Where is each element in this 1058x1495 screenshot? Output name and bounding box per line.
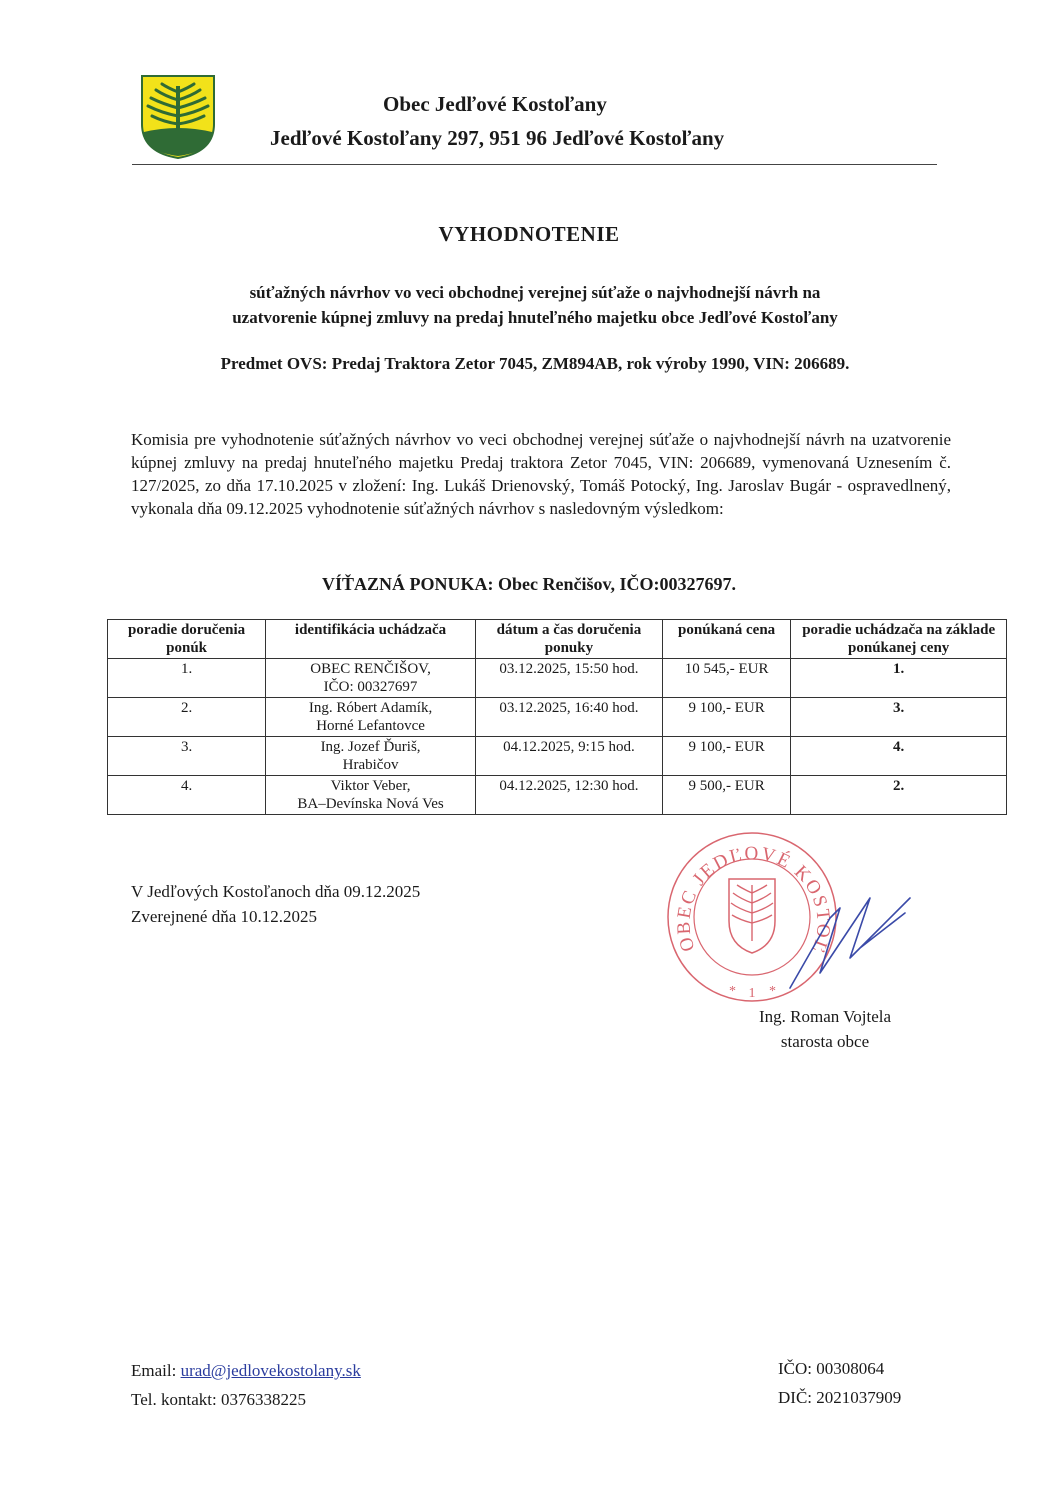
dic-line xyxy=(778,1383,901,1412)
cell-datetime: 04.12.2025, 9:15 hod. xyxy=(475,737,662,776)
ico-line xyxy=(778,1354,901,1383)
stamp-text: OBEC JEDĽOVÉ KOSTOĽ xyxy=(673,843,834,958)
cell-price: 10 545,- EUR xyxy=(662,659,790,698)
cell-bidder xyxy=(266,698,476,737)
cell-rank: 2. xyxy=(791,776,1007,815)
bidder-name: OBEC RENČIŠOV, xyxy=(310,661,431,677)
signature-scribble xyxy=(770,878,920,998)
winning-offer: VÍŤAZNÁ PONUKA: Obec Renčišov, IČO:00327697. xyxy=(322,574,736,594)
bidder-detail: Hrabičov xyxy=(342,757,399,773)
phone-number: 0376338225 xyxy=(220,1390,306,1409)
cell-datetime: 04.12.2025, 12:30 hod. xyxy=(475,776,662,815)
cell-datetime: 03.12.2025, 15:50 hod. xyxy=(475,659,662,698)
bidder-name: Ing. Róbert Adamík, xyxy=(308,700,433,716)
phone-line xyxy=(131,1385,361,1414)
signed-place-date: V Jedľových Kostoľanoch dňa 09.12.2025 xyxy=(131,882,421,901)
table-header-row xyxy=(108,620,1007,659)
ico-label: IČO: xyxy=(778,1359,812,1378)
subtitle-line-2: uzatvorenie kúpnej zmluvy na predaj hnuteľného majetku obce Jedľové Kostoľany xyxy=(232,308,838,327)
email-link[interactable]: urad@jedlovekostolany.sk xyxy=(180,1361,361,1380)
cell-order: 4. xyxy=(108,776,266,815)
email-label: Email: xyxy=(131,1361,181,1380)
dic-value: 2021037909 xyxy=(816,1388,902,1407)
cell-rank: 4. xyxy=(791,737,1007,776)
phone-label: Tel. kontakt: xyxy=(131,1390,221,1409)
published-date: Zverejnené dňa 10.12.2025 xyxy=(131,907,317,926)
signer-role: starosta obce xyxy=(780,1032,870,1051)
signer-name: Ing. Roman Vojtela xyxy=(758,1007,892,1026)
email-line xyxy=(131,1356,361,1385)
svg-text:*: * xyxy=(769,984,776,999)
municipality-coat-of-arms-logo xyxy=(138,72,218,160)
cell-rank: 1. xyxy=(791,659,1007,698)
header-address: Jedľové Kostoľany 297, 951 96 Jedľové Kostoľany xyxy=(270,126,725,150)
header-divider xyxy=(132,164,937,165)
dic-label: DIČ: xyxy=(778,1388,812,1407)
document-title: VYHODNOTENIE xyxy=(438,222,620,246)
document-subtitle xyxy=(100,280,970,330)
header-cell-datetime: dátum a čas doručenia ponuky xyxy=(475,620,662,659)
stamp-number: 1 xyxy=(748,986,756,1001)
header-cell-price: ponúkaná cena xyxy=(662,620,790,659)
header-org-name: Obec Jedľové Kostoľany xyxy=(383,92,607,116)
cell-price: 9 100,- EUR xyxy=(662,698,790,737)
signer-block xyxy=(700,1004,950,1054)
cell-bidder xyxy=(266,776,476,815)
committee-paragraph: Komisia pre vyhodnotenie súťažných návrhov vo veci obchodnej verejnej súťaže o najvhodnejší návrh na uzatvorenie kúpnej zmluvy na predaj hnuteľného majetku Predaj traktora Zetor 7045, VIN: 206689, vymenovaná Uznesením č. 127/2025, zo dňa 17.10.2025 v zložení: Ing. Lukáš Drienovský, Tomáš Potocký, Ing. Jaroslav Bugár - ospravedlnený, vykonala dňa 09.12.2025 vyhodnotenie súťažných návrhov s nasledovným výsledkom: xyxy=(131,430,951,518)
subtitle-line-1: súťažných návrhov vo veci obchodnej verejnej súťaže o najvhodnejší návrh na xyxy=(249,283,821,302)
cell-order: 2. xyxy=(108,698,266,737)
bidder-name: Viktor Veber, xyxy=(330,778,411,794)
bidder-detail: Horné Lefantovce xyxy=(316,718,425,734)
header-cell-bidder: identifikácia uchádzača xyxy=(266,620,476,659)
bidder-detail: BA–Devínska Nová Ves xyxy=(297,796,444,812)
bids-table xyxy=(107,619,1007,815)
ico-value: 00308064 xyxy=(816,1359,885,1378)
svg-text:*: * xyxy=(729,984,736,999)
header-cell-rank: poradie uchádzača na základe ponúkanej ceny xyxy=(791,620,1007,659)
contact-info xyxy=(131,1356,361,1414)
cell-price: 9 500,- EUR xyxy=(662,776,790,815)
cell-price: 9 100,- EUR xyxy=(662,737,790,776)
table-row xyxy=(108,698,1007,737)
bidder-detail: IČO: 00327697 xyxy=(323,679,418,695)
cell-order: 1. xyxy=(108,659,266,698)
cell-rank: 3. xyxy=(791,698,1007,737)
table-row xyxy=(108,776,1007,815)
table-row xyxy=(108,737,1007,776)
cell-bidder xyxy=(266,659,476,698)
header-cell-order: poradie doručenia ponúk xyxy=(108,620,266,659)
tender-subject: Predmet OVS: Predaj Traktora Zetor 7045, ZM894AB, rok výroby 1990, VIN: 206689. xyxy=(220,354,850,373)
cell-order: 3. xyxy=(108,737,266,776)
table-row xyxy=(108,659,1007,698)
cell-bidder xyxy=(266,737,476,776)
bidder-name: Ing. Jozef Ďuriš, xyxy=(320,739,421,755)
tax-ids xyxy=(778,1354,901,1412)
place-and-date xyxy=(131,879,420,929)
cell-datetime: 03.12.2025, 16:40 hod. xyxy=(475,698,662,737)
